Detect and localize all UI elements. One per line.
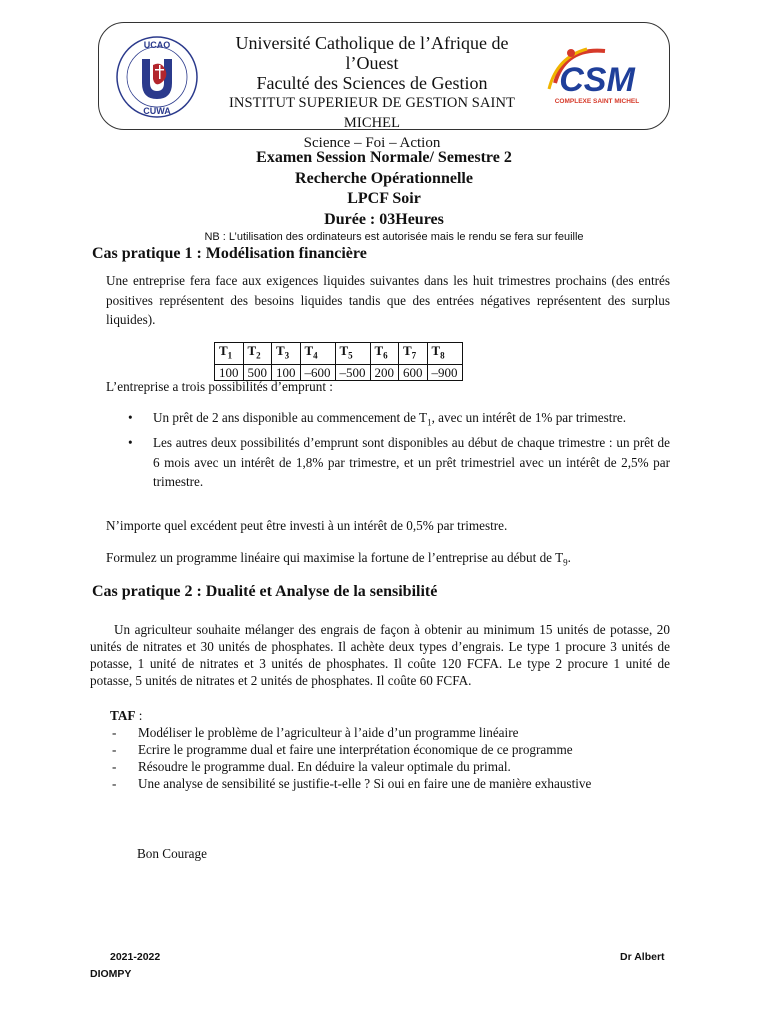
course-name: Recherche Opérationnelle: [295, 169, 473, 187]
table-cell: –500: [335, 364, 370, 380]
bullet-icon: •: [128, 410, 133, 425]
excess-note: N’importe quel excédent peut être investi à un intérêt de 0,5% par trimestre.: [106, 518, 508, 533]
table-header-cell: $T_4$: [300, 343, 335, 365]
table-cell: 100: [272, 364, 301, 380]
university-name: Université Catholique de l’Afrique de l’Ouest: [235, 33, 509, 73]
footer-author-first: Dr Albert: [620, 951, 665, 963]
liquidity-table: [214, 342, 463, 381]
table-cell: 600: [399, 364, 428, 380]
list-item: - Résoudre le programme dual. En déduire la valeur optimale du primal.: [112, 759, 511, 774]
class-name: LPCF Soir: [347, 190, 421, 207]
table-header-cell: $T_8$: [427, 343, 462, 365]
bullet-icon: •: [128, 435, 133, 451]
table-header-row: [215, 343, 463, 365]
list-item: • Un prêt de 2 ans disponible au commencement de $T_1$, avec un intérêt de 1% par trimestre.: [128, 410, 626, 428]
footer-year: 2021-2022: [110, 951, 161, 963]
svg-text:COMPLEXE SAINT MICHEL: COMPLEXE SAINT MICHEL: [554, 98, 640, 105]
list-item: - Une analyse de sensibilité se justifie-t-elle ? Si oui en faire une de manière exhaustive: [112, 776, 592, 791]
svg-text:CSM: CSM: [559, 61, 635, 99]
list-item: - Ecrire le programme dual et faire une interprétation économique de ce programme: [112, 742, 573, 757]
svg-text:UCAO: UCAO: [143, 40, 171, 50]
csm-logo: [535, 43, 655, 115]
case1-title: Cas pratique 1 : Modélisation financière: [92, 245, 367, 262]
table-cell: –900: [427, 364, 462, 380]
header-box: [98, 22, 670, 151]
taf-list: [112, 724, 702, 792]
table-header-cell: $T_5$: [335, 343, 370, 365]
table-header-cell: $T_7$: [399, 343, 428, 365]
table-cell: 500: [243, 364, 272, 380]
case1-task: Formulez un programme linéaire qui maximise la fortune de l’entreprise au début de $T_9$.: [106, 550, 571, 568]
taf-label: TAF :: [110, 708, 143, 723]
table-header-cell: $T_2$: [243, 343, 272, 365]
list-item: - Modéliser le problème de l’agriculteur à l’aide d’un programme linéaire: [112, 725, 519, 740]
exam-title-block: [0, 148, 768, 230]
list-item: • Les autres deux possibilités d’emprunt sont disponibles au début de chaque trimestre : un prêt de 6 mois avec un intérêt de 1,8% par trimestre, et un prêt trimestriel avec un intérêt de 2,5% par trimestre.: [128, 435, 670, 490]
borrowing-intro: L’entreprise a trois possibilités d’emprunt :: [106, 379, 333, 394]
table-cell: 100: [215, 364, 244, 380]
case2-title: Cas pratique 2 : Dualité et Analyse de la sensibilité: [92, 583, 438, 600]
table-header-cell: $T_1$: [215, 343, 244, 365]
svg-text:CUWA: CUWA: [143, 106, 171, 116]
duration: Durée : 03Heures: [324, 210, 444, 228]
motto: Science – Foi – Action: [303, 135, 441, 151]
institute-name: INSTITUT SUPERIEUR DE GESTION SAINT MICHEL: [229, 95, 515, 131]
faculty-name: Faculté des Sciences de Gestion: [256, 73, 488, 93]
case1-intro: Une entreprise fera face aux exigences liquides suivantes dans les huit trimestres prochains (des entrés positives représentent des besoins liquides tandis que des entrées négatives représentent des surplus liquides).: [106, 273, 670, 327]
nb-note: NB : L’utilisation des ordinateurs est autorisée mais le rendu se fera sur feuille: [204, 231, 584, 243]
ucao-logo: [115, 35, 199, 119]
borrowing-options-list: [128, 408, 670, 492]
table-header-cell: $T_3$: [272, 343, 301, 365]
header-text: [207, 33, 537, 153]
table-cell: 200: [370, 364, 399, 380]
exam-session: Examen Session Normale/ Semestre 2: [256, 149, 512, 166]
footer-author-last: DIOMPY: [90, 968, 132, 980]
closing-text: Bon Courage: [137, 846, 207, 861]
table-cell: –600: [300, 364, 335, 380]
table-header-cell: $T_6$: [370, 343, 399, 365]
case2-text: Un agriculteur souhaite mélanger des engrais de façon à obtenir au minimum 15 unités de potasse, 20 unités de nitrates et 30 unités de phosphates. Il achète deux types d’engrais. Le type 1 procure 3 unités de potasse, 1 unité de nitrates et 3 unités de phosphates. Il coûte 120 FCFA. Le type 2 procure 1 unité de potasse, 5 unités de nitrates et 2 unités de phosphates. Il coûte 60 FCFA.: [90, 622, 670, 688]
